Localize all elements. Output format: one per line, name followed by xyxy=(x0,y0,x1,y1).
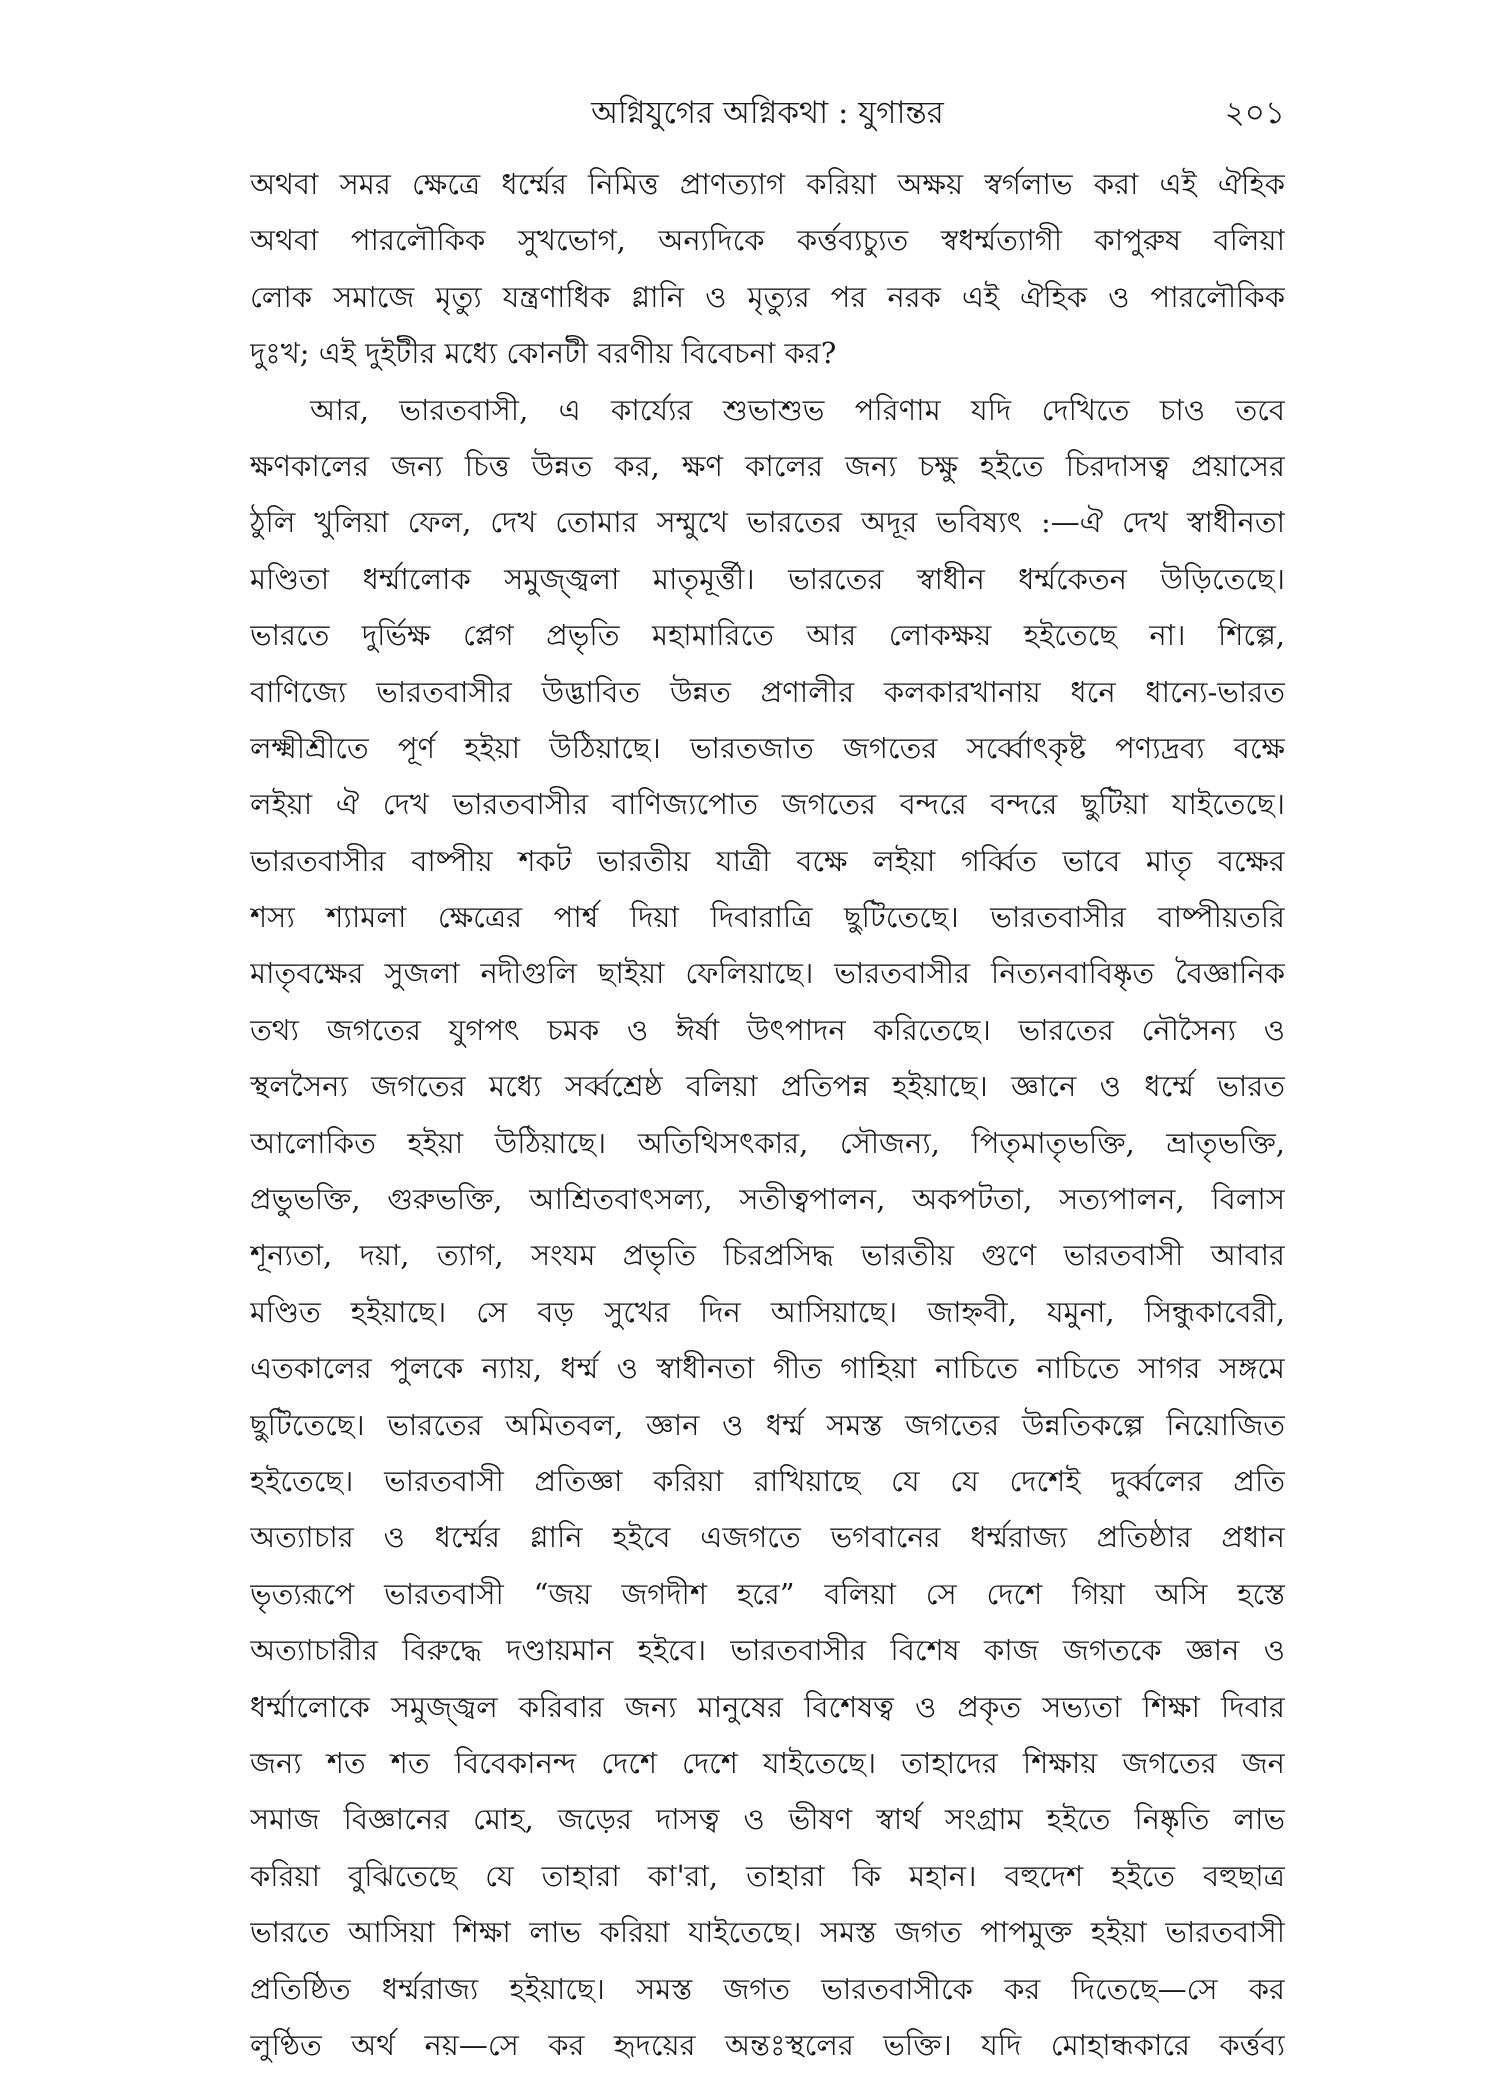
text-line: অথবা সমর ক্ষেত্রে ধর্ম্মের নিমিত্ত প্রাণত্যাগ করিয়া অক্ষয় স্বর্গলাভ করা এই ঐহিক xyxy=(250,167,1285,201)
text-line: ভারতে আসিয়া শিক্ষা লাভ করিয়া যাইতেছে। সমস্ত জগত পাপমুক্ত হইয়া ভারতবাসী xyxy=(250,1915,1285,1950)
text-line: অত্যাচারীর বিরুদ্ধে দণ্ডায়মান হইবে। ভারতবাসীর বিশেষ কাজ জগতকে জ্ঞান ও xyxy=(250,1633,1285,1668)
text-line: হইতেছে। ভারতবাসী প্রতিজ্ঞা করিয়া রাখিয়াছে যে যে দেশেই দুর্ব্বলের প্রতি xyxy=(250,1463,1285,1498)
body-text xyxy=(250,156,1285,2073)
text-line: লইয়া ঐ দেখ ভারতবাসীর বাণিজ্যপোত জগতের বন্দরে বন্দরে ছুটিয়া যাইতেছে। xyxy=(250,787,1285,822)
text-line: ক্ষণকালের জন্য চিত্ত উন্নত কর, ক্ষণ কালের জন্য চক্ষু হইতে চিরদাসত্ব প্রয়াসের xyxy=(250,448,1285,483)
text-line: সমাজ বিজ্ঞানের মোহ, জড়ের দাসত্ব ও ভীষণ স্বার্থ সংগ্রাম হইতে নিষ্কৃতি লাভ xyxy=(250,1802,1285,1837)
text-line: অথবা পারলৌকিক সুখভোগ, অন্যদিকে কর্ত্তব্যচ্যুত স্বধর্ম্মত্যাগী কাপুরুষ বলিয়া xyxy=(250,223,1285,258)
running-title: অগ্নিযুগের অগ্নিকথা : যুগান্তর xyxy=(591,95,944,131)
page-number: ২০১ xyxy=(1224,95,1285,131)
text-line: এতকালের পুলকে ন্যায়, ধর্ম্ম ও স্বাধীনতা গীত গাহিয়া নাচিতে নাচিতে সাগর সঙ্গমে xyxy=(250,1351,1285,1386)
text-line: লুণ্ঠিত অর্থ নয়—সে কর হৃদয়ের অন্তঃস্থলের ভক্তি। যদি মোহান্ধকারে কর্ত্তব্য xyxy=(250,2027,1285,2062)
text-line: ধর্ম্মালোকে সমুজ্জ্বল করিবার জন্য মানুষের বিশেষত্ব ও প্রকৃত সভ্যতা শিক্ষা দিবার xyxy=(250,1689,1285,1724)
text-line: জন্য শত শত বিবেকানন্দ দেশে দেশে যাইতেছে। তাহাদের শিক্ষায় জগতের জন xyxy=(250,1745,1285,1780)
paragraph-start-line: আর, ভারতবাসী, এ কার্য্যের শুভাশুভ পরিণাম যদি দেখিতে চাও তবে xyxy=(310,392,1285,427)
running-header xyxy=(250,88,1285,138)
text-line: মাতৃবক্ষের সুজলা নদীগুলি ছাইয়া ফেলিয়াছে। ভারতবাসীর নিত্যনবাবিষ্কৃত বৈজ্ঞানিক xyxy=(250,956,1285,991)
text-line: লোক সমাজে মৃত্যু যন্ত্রণাধিক গ্লানি ও মৃত্যুর পর নরক এই ঐহিক ও পারলৌকিক xyxy=(250,279,1285,314)
text-line: করিয়া বুঝিতেছে যে তাহারা কা'রা, তাহারা কি মহান। বহুদেশ হইতে বহুছাত্র xyxy=(250,1858,1285,1893)
text-line: প্রভুভক্তি, গুরুভক্তি, আশ্রিতবাৎসল্য, সতীত্বপালন, অকপটতা, সত্যপালন, বিলাস xyxy=(250,1182,1285,1217)
text-line: বাণিজ্যে ভারতবাসীর উদ্ভাবিত উন্নত প্রণালীর কলকারখানায় ধনে ধান্যে-ভারত xyxy=(250,674,1285,709)
text-line: লক্ষ্মীশ্রীতে পূর্ণ হইয়া উঠিয়াছে। ভারতজাত জগতের সর্ব্বোৎকৃষ্ট পণ্যদ্রব্য বক্ষে xyxy=(250,730,1285,765)
text-line: প্রতিষ্ঠিত ধর্ম্মরাজ্য হইয়াছে। সমস্ত জগত ভারতবাসীকে কর দিতেছে—সে কর xyxy=(250,1971,1285,2006)
text-line: ভারতবাসীর বাষ্পীয় শকট ভারতীয় যাত্রী বক্ষে লইয়া গর্ব্বিত ভাবে মাতৃ বক্ষের xyxy=(250,843,1285,878)
text-line: ভারতে দুর্ভিক্ষ প্লেগ প্রভৃতি মহামারিতে আর লোকক্ষয় হইতেছে না। শিল্পে, xyxy=(250,618,1285,653)
text-line: ঠুলি খুলিয়া ফেল, দেখ তোমার সম্মুখে ভারতের অদূর ভবিষ্যৎ :—ঐ দেখ স্বাধীনতা xyxy=(250,505,1285,540)
text-line: স্থলসৈন্য জগতের মধ্যে সর্ব্বশ্রেষ্ঠ বলিয়া প্রতিপন্ন হইয়াছে। জ্ঞানে ও ধর্ম্মে ভারত xyxy=(250,1069,1285,1104)
text-line: শূন্যতা, দয়া, ত্যাগ, সংযম প্রভৃতি চিরপ্রসিদ্ধ ভারতীয় গুণে ভারতবাসী আবার xyxy=(250,1238,1285,1273)
text-line: তথ্য জগতের যুগপৎ চমক ও ঈর্ষা উৎপাদন করিতেছে। ভারতের নৌসৈন্য ও xyxy=(250,1012,1285,1047)
text-line: দুঃখ; এই দুইটীর মধ্যে কোনটী বরণীয় বিবেচনা কর? xyxy=(250,336,837,371)
text-line: অত্যাচার ও ধর্ম্মের গ্লানি হইবে এজগতে ভগবানের ধর্ম্মরাজ্য প্রতিষ্ঠার প্রধান xyxy=(250,1520,1285,1555)
text-line: আলোকিত হইয়া উঠিয়াছে। অতিথিসৎকার, সৌজন্য, পিতৃমাতৃভক্তি, ভ্রাতৃভক্তি, xyxy=(250,1125,1285,1160)
text-line: শস্য শ্যামলা ক্ষেত্রের পার্শ্ব দিয়া দিবারাত্রি ছুটিতেছে। ভারতবাসীর বাষ্পীয়তরি xyxy=(250,900,1285,935)
text-line: মণ্ডিতা ধর্ম্মালোক সমুজ্জ্বলা মাতৃমূর্ত্তী। ভারতের স্বাধীন ধর্ম্মকেতন উড়িতেছে। xyxy=(250,561,1285,596)
text-line: ছুটিতেছে। ভারতের অমিতবল, জ্ঞান ও ধর্ম্ম সমস্ত জগতের উন্নতিকল্পে নিয়োজিত xyxy=(250,1407,1285,1442)
text-line: মণ্ডিত হইয়াছে। সে বড় সুখের দিন আসিয়াছে। জাহ্নবী, যমুনা, সিন্ধুকাবেরী, xyxy=(250,1294,1285,1329)
text-line: ভৃত্যরূপে ভারতবাসী “জয় জগদীশ হরে” বলিয়া সে দেশে গিয়া অসি হস্তে xyxy=(250,1576,1285,1611)
